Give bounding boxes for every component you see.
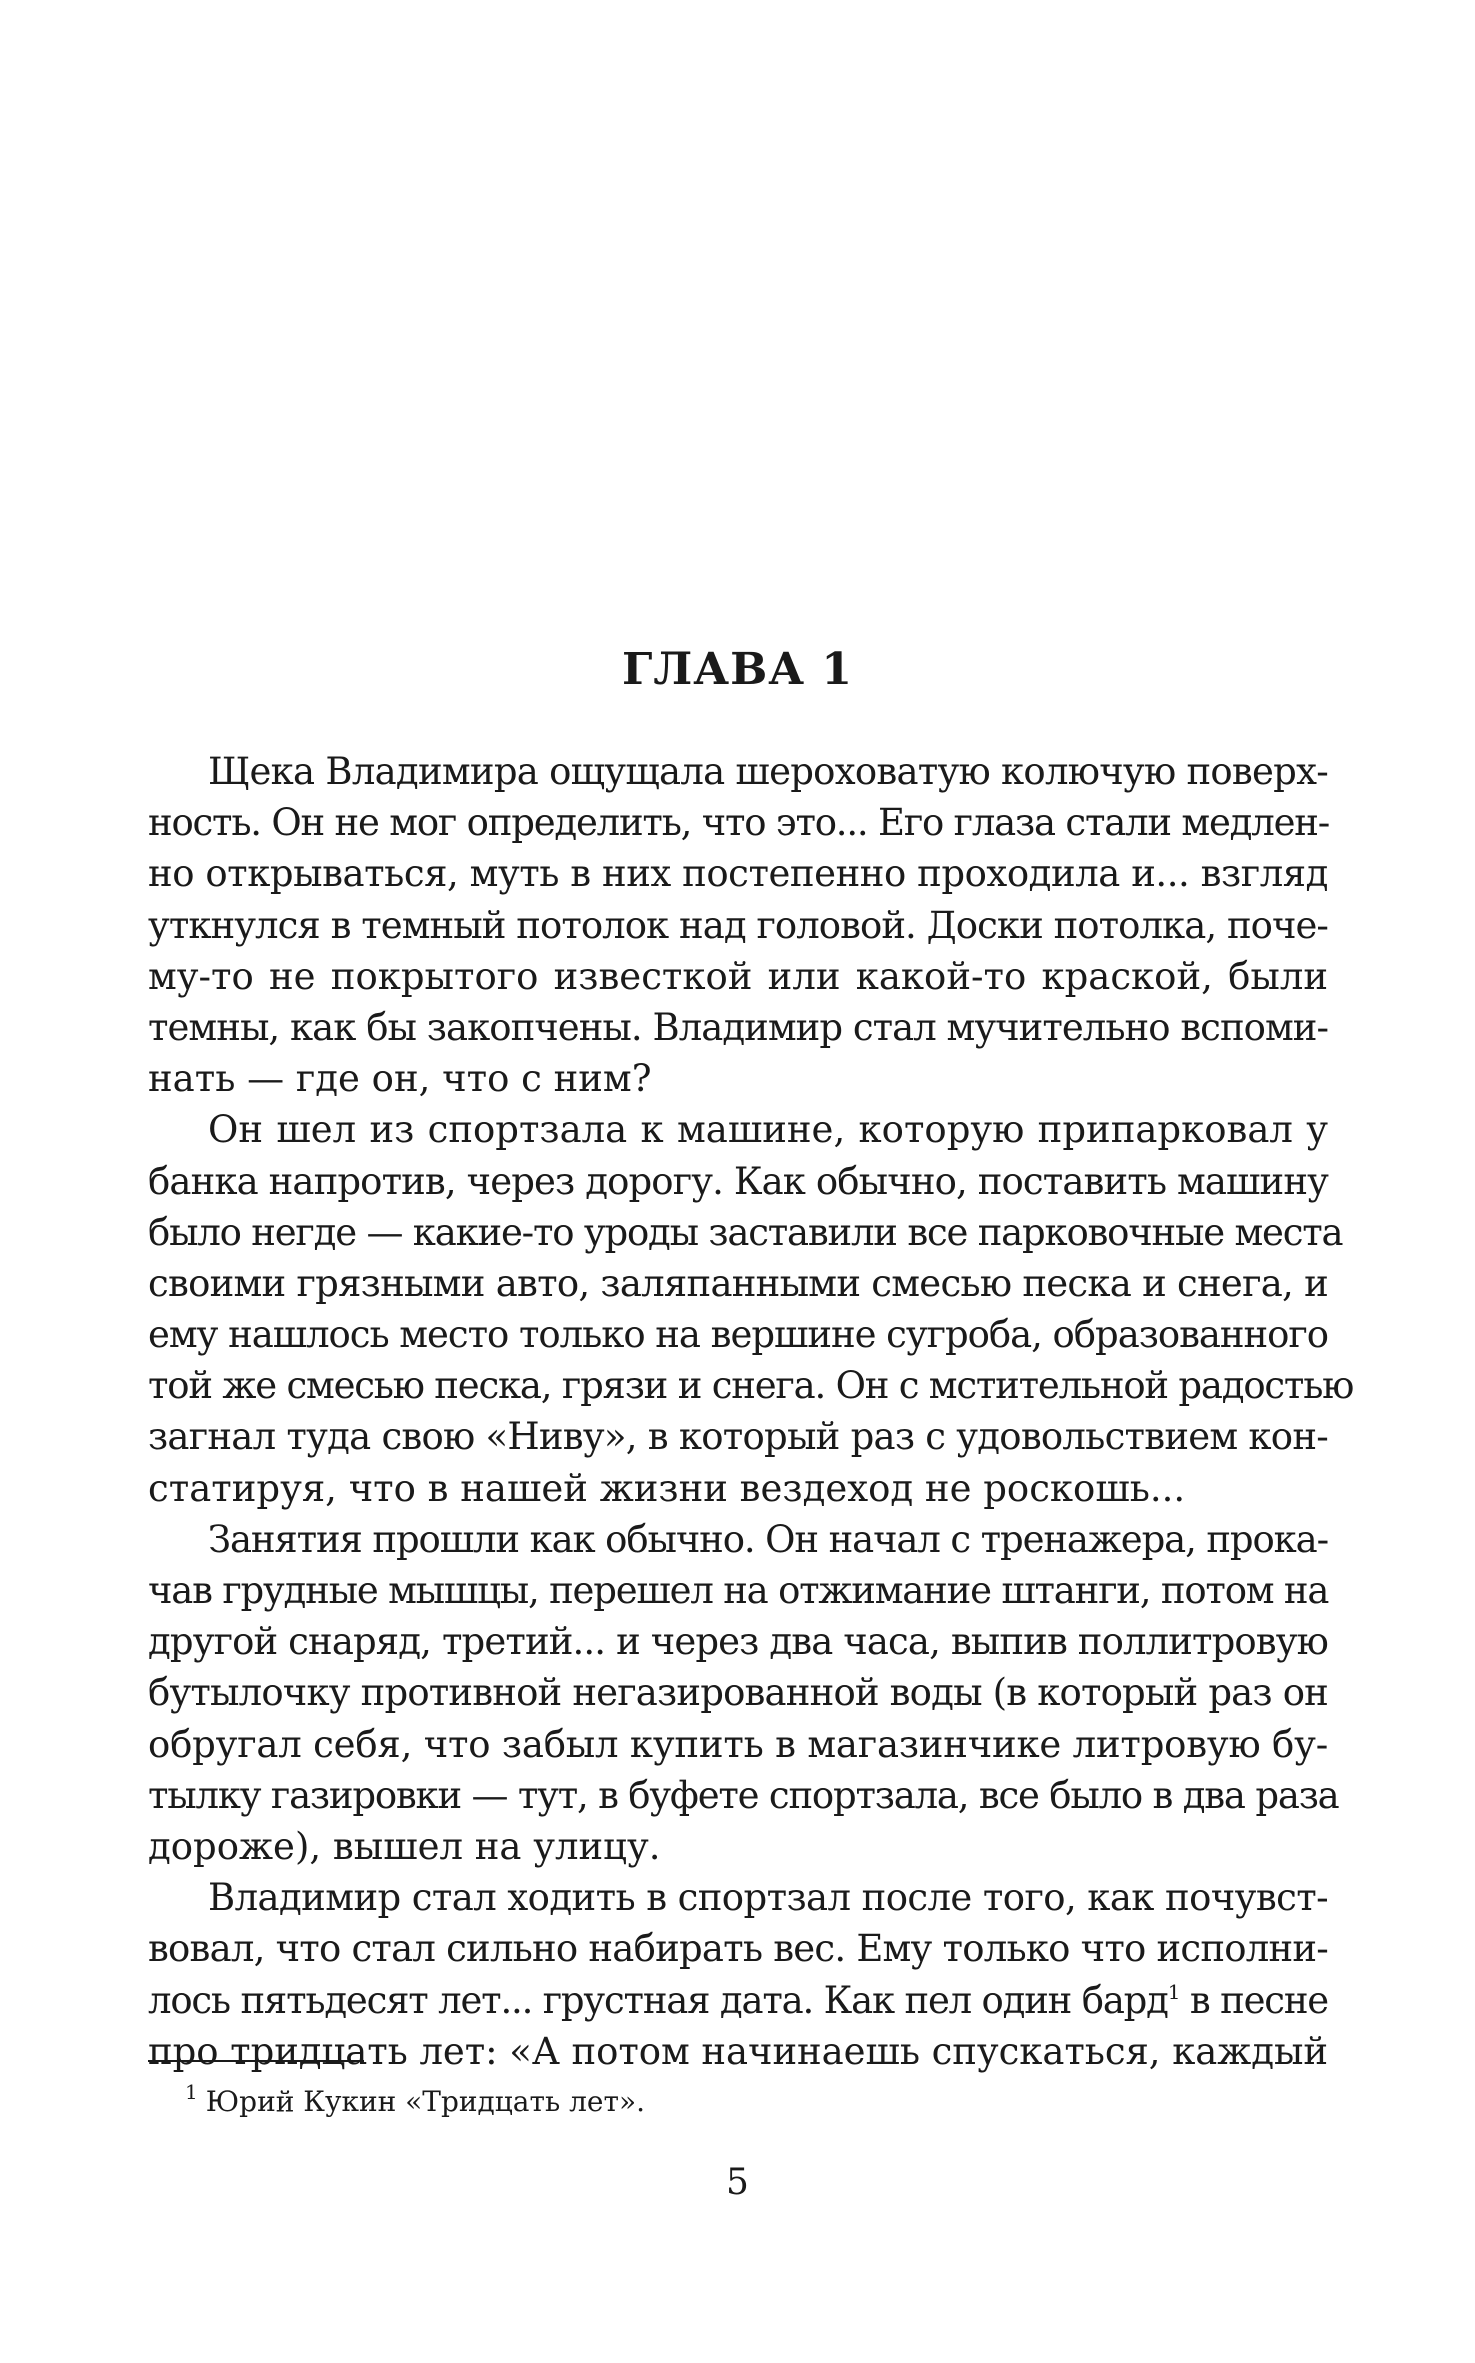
text-line: статируя, что в нашей жизни вездеход не роскошь... bbox=[148, 1466, 1186, 1510]
text-line: тылку газировки — тут, в буфете спортзала, все было в два раза bbox=[148, 1773, 1339, 1817]
text-line: Занятия прошли как обычно. Он начал с тренажера, прока- bbox=[208, 1517, 1328, 1561]
page-number: 5 bbox=[726, 2162, 749, 2203]
footnote-text: Юрий Кукин «Тридцать лет». bbox=[205, 2085, 646, 2118]
text-line: было негде — какие-то уроды заставили все парковочные места bbox=[148, 1210, 1343, 1254]
text-line: чав грудные мышцы, перешел на отжимание штанги, потом на bbox=[148, 1569, 1329, 1612]
text-line: дороже), вышел на улицу. bbox=[148, 1824, 661, 1868]
text-line: нать — где он, что с ним? bbox=[148, 1057, 652, 1101]
text-line: обругал себя, что забыл купить в магазинчике литровую бу- bbox=[148, 1722, 1328, 1766]
footnote-marker: 1 bbox=[185, 2080, 198, 2104]
text-line: Щека Владимира ощущала шероховатую колючую поверх- bbox=[208, 750, 1328, 793]
text-line: уткнулся в темный потолок над головой. Доски потолка, поче- bbox=[148, 903, 1328, 947]
text-line: му-то не покрытого известкой или какой-то краской, были bbox=[148, 954, 1328, 998]
text-line: банка напротив, через дорогу. Как обычно, поставить машину bbox=[148, 1159, 1328, 1203]
text-line: ему нашлось место только на вершине сугроба, образованного bbox=[148, 1313, 1328, 1357]
footnote bbox=[185, 2082, 645, 2122]
chapter-title: ГЛАВА 1 bbox=[621, 644, 854, 695]
text-line: своими грязными авто, заляпанными смесью песка и снега, и bbox=[148, 1261, 1328, 1305]
text-line-fragment: в песне bbox=[1179, 1978, 1329, 2022]
text-line: темны, как бы закопчены. Владимир стал мучительно вспоми- bbox=[148, 1005, 1328, 1049]
text-line: Он шел из спортзала к машине, которую припарковал у bbox=[208, 1108, 1328, 1152]
text-line: ность. Он не мог определить, что это... Его глаза стали медлен- bbox=[148, 801, 1330, 845]
footnote-divider bbox=[148, 2060, 364, 2062]
text-line-with-footnote bbox=[148, 1975, 1328, 2026]
text-line: загнал туда свою «Ниву», в который раз с удовольствием кон- bbox=[148, 1415, 1328, 1459]
text-line: бутылочку противной негазированной воды (в который раз он bbox=[148, 1671, 1328, 1715]
text-line: той же смесью песка, грязи и снега. Он с мстительной радостью bbox=[148, 1364, 1354, 1408]
footnote-reference[interactable]: 1 bbox=[1167, 1979, 1180, 2004]
text-line: другой снаряд, третий... и через два часа, выпив поллитровую bbox=[148, 1620, 1328, 1664]
body-text bbox=[148, 746, 1354, 2077]
text-line-fragment: лось пятьдесят лет... грустная дата. Как пел один бард bbox=[148, 1978, 1168, 2022]
text-line: вовал, что стал сильно набирать вес. Ему только что исполни- bbox=[148, 1927, 1328, 1971]
text-line: Владимир стал ходить в спортзал после того, как почувст- bbox=[208, 1876, 1328, 1920]
text-line: про тридцать лет: «А потом начинаешь спускаться, каждый bbox=[148, 2029, 1328, 2073]
text-line: но открываться, муть в них постепенно проходила и... взгляд bbox=[148, 852, 1328, 896]
